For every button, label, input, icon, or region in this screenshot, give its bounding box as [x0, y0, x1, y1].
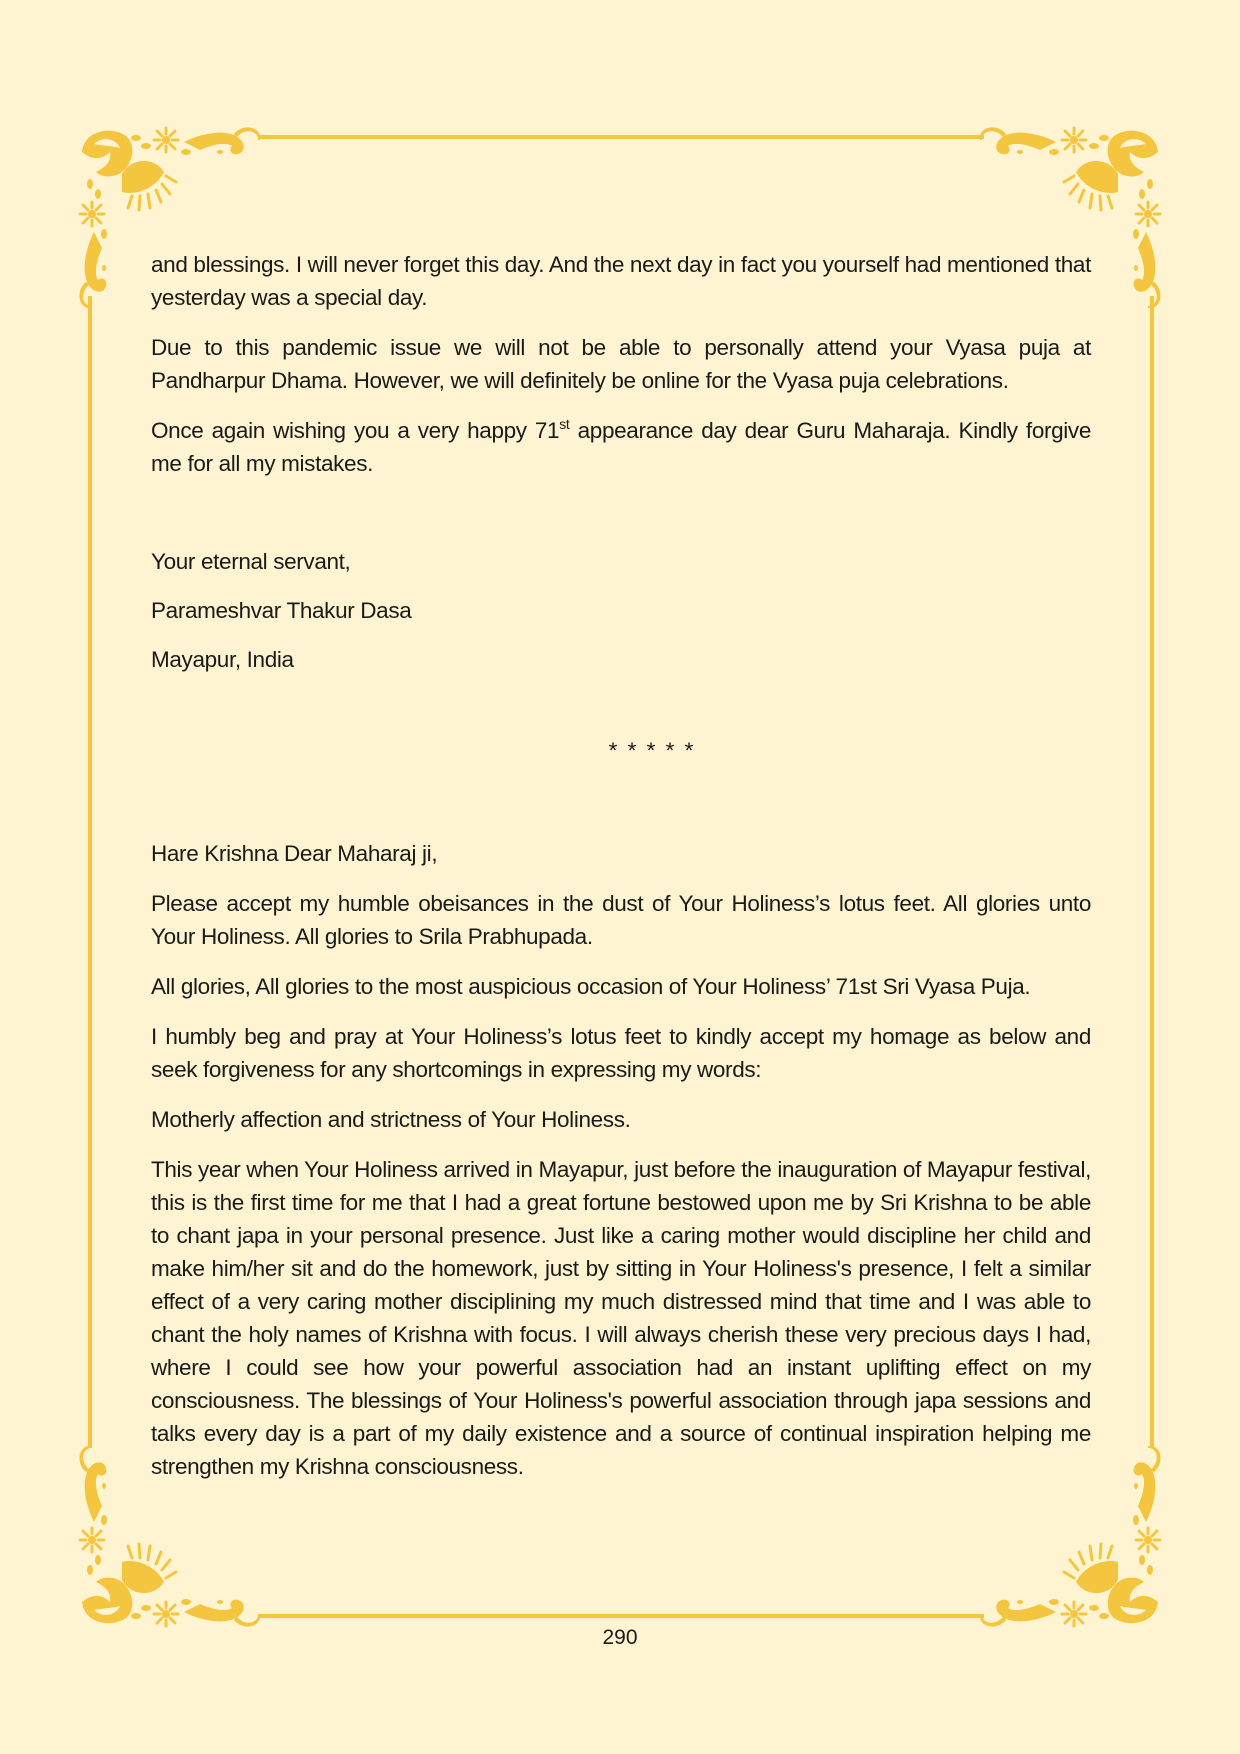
paragraph: I humbly beg and pray at Your Holiness’s lotus feet to kindly accept my homage as below and seek forgiveness for any shortcomings in expressing my words: [151, 1024, 1091, 1082]
paragraph: and blessings. I will never forget this day. And the next day in fact you yourself had mentioned that yesterday was a special day. [151, 252, 1091, 310]
ordinal-superscript: st [559, 416, 570, 432]
wishing-text-after: appearance day dear Guru Maharaja. Kindly forgive me for all my mistakes. [151, 418, 1091, 476]
paragraph: Please accept my humble obeisances in the dust of Your Holiness’s lotus feet. All glories unto Your Holiness. All glories to Srila Prabhupada. [151, 891, 1091, 949]
border-line-top [258, 135, 984, 139]
paragraph: All glories, All glories to the most auspicious occasion of Your Holiness’ 71st Sri Vyasa Puja. [151, 974, 1031, 999]
section-heading: Motherly affection and strictness of Your Holiness. [151, 1107, 631, 1132]
page-content [151, 248, 1091, 1500]
signature-closing: Your eternal servant, [151, 549, 351, 574]
signature-block [151, 545, 1091, 676]
wishing-paragraph [151, 414, 1091, 480]
border-line-bottom [258, 1614, 984, 1618]
signature-location: Mayapur, India [151, 647, 294, 672]
paragraph: This year when Your Holiness arrived in Mayapur, just before the inauguration of Mayapur festival, this is the first time for me that I had a great fortune bestowed upon me by Sri Krishna to be able to chant japa in your personal presence. Just like a caring mother would discipline her child and make him/her sit and do the homework, just by sitting in Your Holiness's presence, I felt a similar effect of a very caring mother disciplining my much distressed mind that time and I was able to chant the holy names of Krishna with focus. I will always cherish these very precious days I had, where I could see how your powerful association had an instant uplifting effect on my consciousness. The blessings of Your Holiness's powerful association through japa sessions and talks every day is a part of my daily existence and a source of continual inspiration helping me strengthen my Krishna consciousness. [151, 1157, 1091, 1479]
signature-name: Parameshvar Thakur Dasa [151, 598, 412, 623]
wishing-text-before: Once again wishing you a very happy 71 [151, 418, 560, 443]
page-number: 290 [602, 1626, 638, 1649]
border-line-left [88, 296, 92, 1448]
paragraph: Due to this pandemic issue we will not be able to personally attend your Vyasa puja at Pandharpur Dhama. However, we will definitely be online for the Vyasa puja celebrations. [151, 335, 1091, 393]
section-separator: * * * * * [608, 738, 696, 763]
letter-salutation: Hare Krishna Dear Maharaj ji, [151, 841, 438, 866]
border-line-right [1150, 296, 1154, 1448]
